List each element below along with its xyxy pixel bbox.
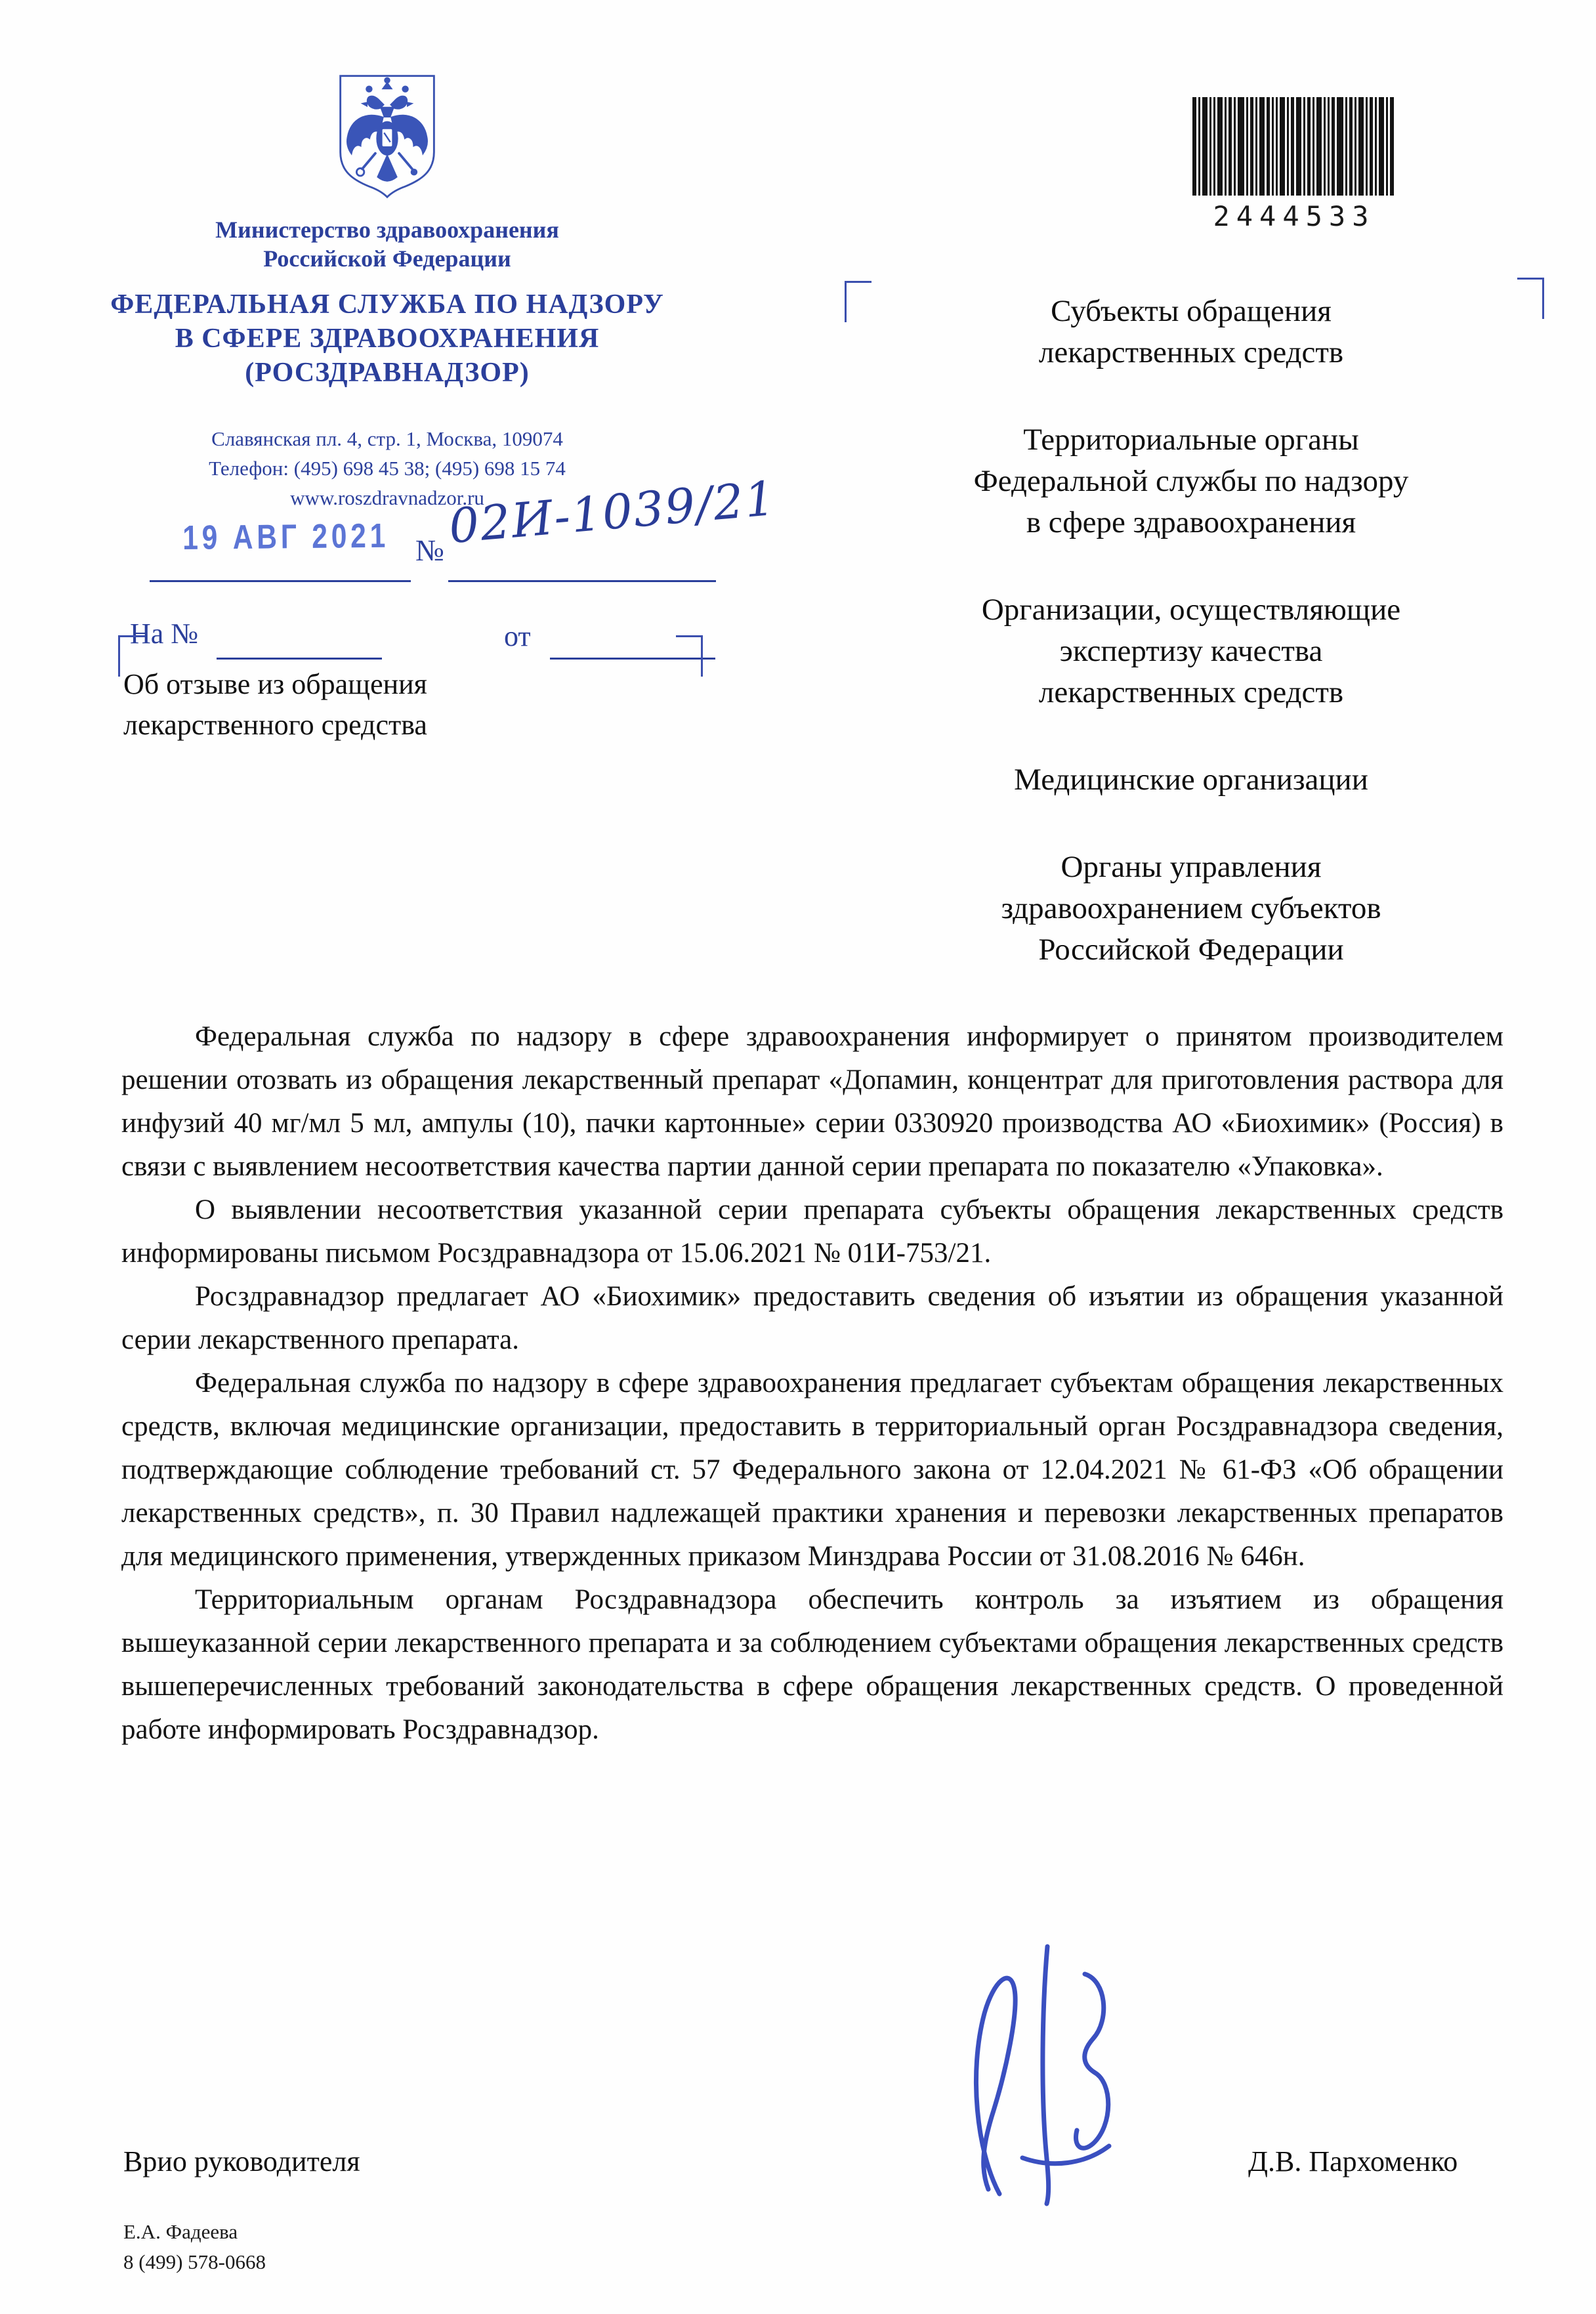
executor-phone: 8 (499) 578-0668 <box>123 2250 266 2273</box>
ministry-name-line2: Российской Федерации <box>263 245 511 272</box>
recipient-group <box>854 847 1528 971</box>
letterhead <box>59 72 715 513</box>
date-stamp: 19 АВГ 2021 <box>182 516 390 557</box>
reference-number-label: На № <box>130 618 199 650</box>
ministry-name-line1: Министерство здравоохранения <box>215 217 559 243</box>
executor-name: Е.А. Фадеева <box>123 2220 238 2243</box>
subject-line1: Об отзыве из обращения <box>123 668 427 700</box>
subject-corner-bracket-right <box>676 635 703 677</box>
reference-from-label: от <box>504 620 531 652</box>
body-paragraph: Территориальным органам Росздравнадзора обеспечить контроль за изъятием из обращения вышеуказанной серии лекарственного препарата и за соблюдением субъектами обращения лекарственных средств вышеперечисленных требований законодательства в сфере обращения лекарственных средств. О проведенной работе информировать Росздравнадзор. <box>121 1584 1503 1745</box>
barcode-block <box>1189 97 1399 232</box>
recipient-line: Органы управления <box>1060 850 1322 884</box>
reference-number-underline <box>217 658 382 660</box>
service-name-line1: ФЕДЕРАЛЬНАЯ СЛУЖБА ПО НАДЗОРУ <box>110 289 664 320</box>
recipient-line: Организации, осуществляющие <box>981 593 1401 627</box>
recipients-block <box>854 291 1528 1017</box>
postal-address: Славянская пл. 4, стр. 1, Москва, 109074 <box>211 427 563 450</box>
executor-block <box>123 2217 266 2277</box>
recipient-group <box>854 589 1528 713</box>
body-paragraph: Федеральная служба по надзору в сфере здравоохранения предлагает субъектам обращения лекарственных средств, включая медицинские организации, предоставить в территориальный орган Росздравнадзора сведения, подтверждающие соблюдение требований ст. 57 Федерального закона от 12.04.2021 № 61-ФЗ «Об обращении лекарственных средств», п. 30 Правил надлежащей практики хранения и перевозки лекарственных препаратов для медицинского применения, утвержденных приказом Минздрава России от 31.08.2016 № 646н. <box>121 1368 1503 1572</box>
russian-coat-of-arms-icon <box>334 72 440 203</box>
barcode-image <box>1192 97 1396 196</box>
signer-name: Д.В. Пархоменко <box>1248 2145 1458 2177</box>
recipient-line: Территориальные органы <box>1023 423 1359 457</box>
number-underline <box>448 580 716 582</box>
body-paragraph: Федеральная служба по надзору в сфере здравоохранения информирует о принятом производителем решении отозвать из обращения лекарственный препарат «Допамин, концентрат для приготовления раствора для инфузий 40 мг/мл 5 мл, ампулы (10), пачки картонные» серии 0330920 производства АО «Биохимик» (Россия) в связи с выявлением несоответствия качества партии данной серии препарата по показателю «Упаковка». <box>121 1021 1503 1182</box>
recipient-line: Федеральной службы по надзору <box>973 464 1409 498</box>
service-name-line3: (РОСЗДРАВНАДЗОР) <box>245 358 530 388</box>
subject-line2: лекарственного средства <box>123 709 427 741</box>
recipient-line: Медицинские организации <box>1014 763 1368 797</box>
handwritten-doc-number: 02И-1039/21 <box>446 470 778 554</box>
phone-line: Телефон: (495) 698 45 38; (495) 698 15 74 <box>209 457 566 480</box>
recipient-line: Российской Федерации <box>1038 933 1344 967</box>
letter-body <box>121 1015 1503 1752</box>
recipient-line: в сфере здравоохранения <box>1026 505 1356 539</box>
body-paragraph: Росздравнадзор предлагает АО «Биохимик» предоставить сведения об изъятии из обращения указанной серии лекарственного препарата. <box>121 1281 1503 1355</box>
subject-block <box>123 664 427 746</box>
body-paragraph: О выявлении несоответствия указанной серии препарата субъекты обращения лекарственных средств информированы письмом Росздравнадзора от 15.06.2021 № 01И-753/21. <box>121 1194 1503 1269</box>
recipient-line: Субъекты обращения <box>1051 294 1332 328</box>
website-line: www.roszdravnadzor.ru <box>290 486 484 509</box>
number-sign: № <box>415 534 444 567</box>
recipient-line: лекарственных средств <box>1038 335 1344 369</box>
recipient-line: экспертизу качества <box>1059 634 1323 668</box>
recipient-line: лекарственных средств <box>1038 675 1344 709</box>
signature-scribble <box>937 1935 1147 2210</box>
barcode-number: 2444533 <box>1213 200 1376 232</box>
recipient-group <box>854 759 1528 801</box>
service-name <box>59 287 715 390</box>
recipient-group <box>854 291 1528 373</box>
emblem-svg <box>334 72 440 200</box>
date-underline <box>150 580 411 582</box>
signer-position: Врио руководителя <box>123 2145 360 2177</box>
recipient-group <box>854 419 1528 543</box>
recipient-line: здравоохранением субъектов <box>1001 891 1381 925</box>
service-name-line2: В СФЕРЕ ЗДРАВООХРАНЕНИЯ <box>175 324 600 354</box>
